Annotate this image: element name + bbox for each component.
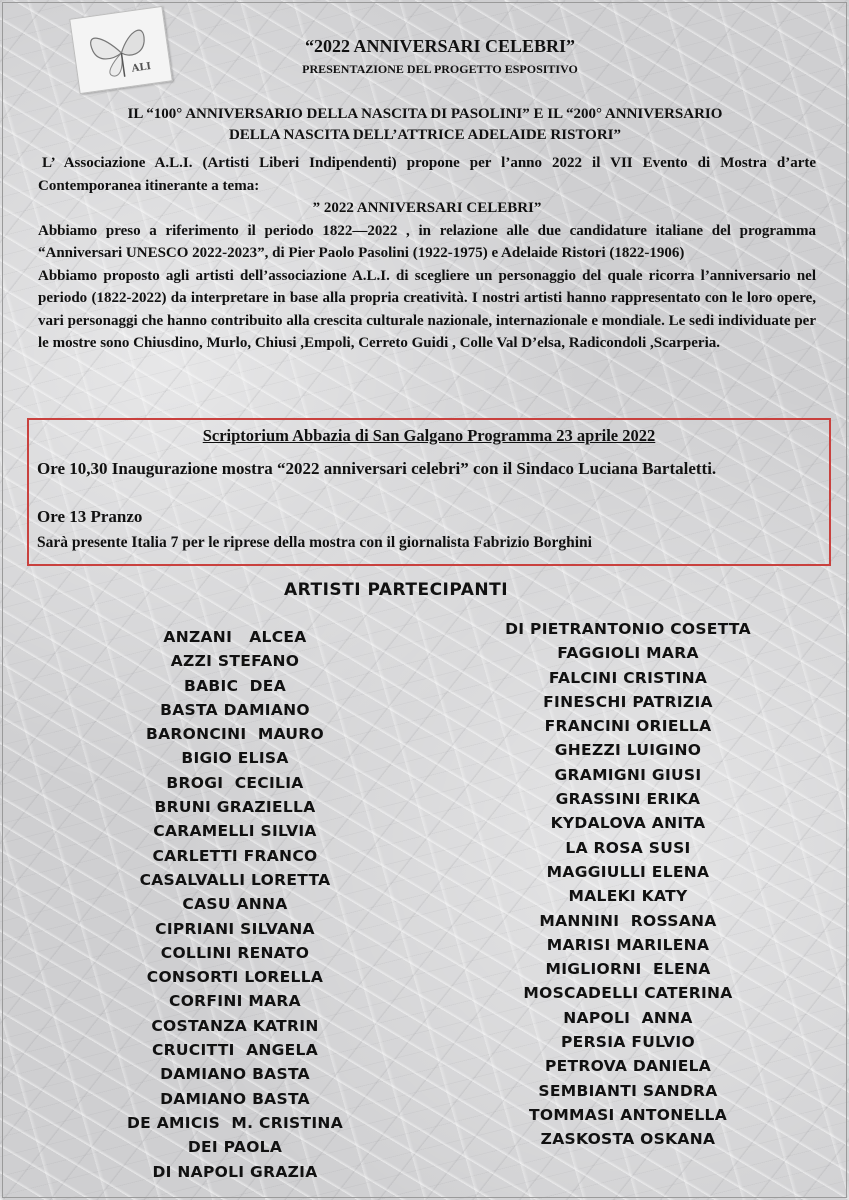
artist-name: CASU ANNA (182, 895, 288, 914)
artist-name: DEI PAOLA (187, 1138, 283, 1157)
artist-name: CRUCITTI ANGELA (151, 1041, 319, 1060)
logo-text: ALI (131, 61, 152, 75)
program-box (27, 418, 831, 566)
artist-name: PERSIA FULVIO (561, 1033, 695, 1052)
program-inauguration: Ore 10,30 Inaugurazione mostra “2022 anniversari celebri” con il Sindaco Luciana Bartaletti. (37, 459, 717, 478)
program-lunch: Ore 13 Pranzo (37, 507, 143, 526)
artist-name: COLLINI RENATO (160, 943, 310, 962)
artist-name: DI PIETRANTONIO COSETTA (505, 620, 751, 638)
artist-name: CARAMELLI SILVIA (153, 822, 317, 841)
artist-name: GRAMIGNI GIUSI (554, 765, 702, 784)
artist-name: BROGI CECILIA (166, 773, 304, 792)
heading-line-2: DELLA NASCITA DELL’ATTRICE ADELAIDE RISTORI” (228, 127, 622, 143)
artist-name: GRASSINI ERIKA (555, 790, 701, 809)
artist-name: CARLETTI FRANCO (152, 846, 318, 865)
theme-line: ” 2022 ANNIVERSARI CELEBRI” (312, 200, 542, 216)
artist-name: TOMMASI ANTONELLA (528, 1105, 728, 1124)
ali-logo (69, 6, 173, 94)
artist-name: MANNINI ROSSANA (539, 911, 717, 930)
artist-name: CONSORTI LORELLA (146, 968, 324, 987)
artist-name: PETROVA DANIELA (544, 1057, 712, 1076)
butterfly-icon (70, 7, 171, 93)
artists-list-left (90, 625, 380, 1184)
artist-name: BIGIO ELISA (181, 749, 289, 768)
artist-name: BARONCINI MAURO (145, 725, 324, 744)
artist-name: KYDALOVA ANITA (550, 814, 706, 833)
page-title: “2022 ANNIVERSARI CELEBRI” (304, 36, 576, 56)
artist-name: BASTA DAMIANO (160, 700, 310, 719)
artist-name: BRUNI GRAZIELLA (154, 798, 316, 817)
artist-name: FALCINI CRISTINA (548, 668, 708, 687)
anniversary-heading (40, 104, 810, 146)
artist-name: MALEKI KATY (568, 887, 688, 906)
artist-name: CIPRIANI SILVANA (155, 919, 315, 938)
artist-name: ZASKOSTA OSKANA (540, 1130, 716, 1149)
artist-name: AZZI STEFANO (170, 652, 300, 671)
artist-name: COSTANZA KATRIN (151, 1016, 319, 1035)
artist-name: GHEZZI LUIGINO (554, 741, 702, 760)
artist-name: LA ROSA SUSI (565, 838, 691, 857)
artist-name: DI NAPOLI GRAZIA (152, 1162, 318, 1181)
artist-name: ANZANI ALCEA (163, 628, 307, 646)
intro-paragraph: L’ Associazione A.L.I. (Artisti Liberi Indipendenti) propone per l’anno 2022 il VII Evento di Mostra d’arte Contemporanea itinerante a tema: (38, 155, 816, 194)
artists-paragraph: Abbiamo proposto agli artisti dell’associazione A.L.I. di scegliere un personaggio del quale ricorra l’anniversario nel periodo (1822-2022) da interpretare in base alla propria creatività. I nostri artisti hanno rappresentato con le loro opere, vari personaggi che hanno contribuito alla crescita culturale nazionale, internazionale e mondiale. Le sedi individuate per le mostre sono Chiusdino, Murlo, Chiusi ,Empoli, Cerreto Guidi , Colle Val D’elsa, Radicondoli ,Scarperia. (38, 267, 816, 351)
artist-name: DE AMICIS M. CRISTINA (127, 1113, 343, 1132)
artist-name: FAGGIOLI MARA (557, 644, 699, 663)
artist-name: FRANCINI ORIELLA (544, 717, 712, 736)
artist-name: SEMBIANTI SANDRA (538, 1081, 718, 1100)
reference-paragraph: Abbiamo preso a riferimento il periodo 1822—2022 , in relazione alle due candidature italiane del programma “Anniversari UNESCO 2022-2023”, di Pier Paolo Pasolini (1922-1975) e Adelaide Ristori (1822-1906) (38, 222, 816, 261)
page-subtitle: PRESENTAZIONE DEL PROGETTO ESPOSITIVO (302, 62, 578, 76)
artist-name: NAPOLI ANNA (563, 1008, 693, 1027)
project-description (38, 152, 816, 355)
artist-name: CASALVALLI LORETTA (139, 870, 331, 889)
artist-name: BABIC DEA (183, 676, 286, 695)
artist-name: MAGGIULLI ELENA (546, 862, 710, 881)
artist-name: DAMIANO BASTA (160, 1089, 310, 1108)
artists-heading: ARTISTI PARTECIPANTI (284, 580, 509, 600)
artist-name: MOSCADELLI CATERINA (523, 984, 733, 1003)
artist-name: DAMIANO BASTA (160, 1065, 310, 1084)
program-tv-note: Sarà presente Italia 7 per le riprese della mostra con il giornalista Fabrizio Borghini (37, 534, 592, 551)
artist-name: MARISI MARILENA (546, 935, 710, 954)
program-title: Scriptorium Abbazia di San Galgano Programma 23 aprile 2022 (202, 426, 656, 445)
artist-name: CORFINI MARA (169, 992, 301, 1011)
artist-name: MIGLIORNI ELENA (545, 960, 711, 979)
artist-name: FINESCHI PATRIZIA (543, 692, 713, 711)
heading-line-1: IL “100° ANNIVERSARIO DELLA NASCITA DI PASOLINI” E IL “200° ANNIVERSARIO (127, 106, 723, 122)
artists-list-right (478, 617, 778, 1152)
